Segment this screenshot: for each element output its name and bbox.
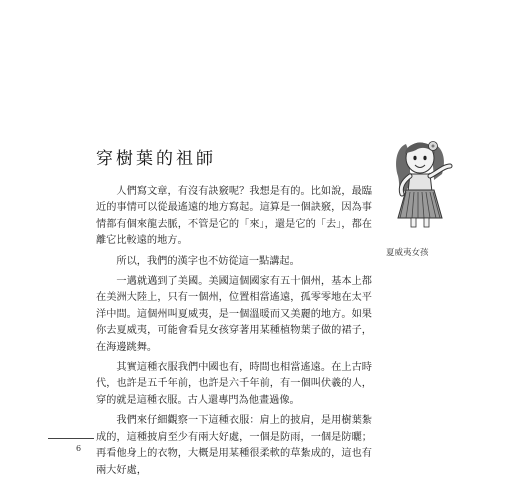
page-number: 6	[76, 444, 82, 453]
body-text	[96, 184, 372, 483]
paragraph: 其實這種衣服我們中國也有，時間也相當遙遠。在上古時代，也許是五千年前，也許是六千年前，有一個叫伏羲的人，穿的就是這種衣服。古人還專門為他畫過像。	[96, 362, 372, 406]
paragraph: 一邁就邁到了美國。美國這個國家有五十個州，基本上都在美洲大陸上，只有一個州，位置相當遙遠，孤零零地在太平洋中間。這個州叫夏威夷，是一個溫暖而又美麗的地方。如果你去夏威夷，可能會看見女孩穿著用某種植物葉子做的裙子，在海邊跳舞。	[96, 276, 372, 353]
hawaiian-girl-illustration	[376, 130, 464, 230]
paragraph: 人們寫文章，有沒有訣竅呢？我想是有的。比如說，最臨近的事情可以從最遙遠的地方寫起。這算是一個訣竅，因為事情都有個來龍去脈，不管是它的「來」，還是它的「去」，都在離它比較遠的地方。	[96, 186, 372, 247]
paragraph: 所以，我們的漢字也不妨從這一點講起。	[116, 255, 300, 267]
figure-caption: 夏威夷女孩	[386, 248, 429, 258]
footer-rule	[48, 438, 94, 439]
chapter-title: 穿樹葉的祖師	[96, 149, 216, 169]
paragraph: 我們來仔細觀察一下這種衣服：肩上的披肩，是用樹葉紮成的，這種披肩至少有兩大好處，一個是防雨，一個是防曬；再看他身上的衣物，大概是用某種很柔軟的草紮成的，這也有兩大好處，	[96, 415, 372, 476]
